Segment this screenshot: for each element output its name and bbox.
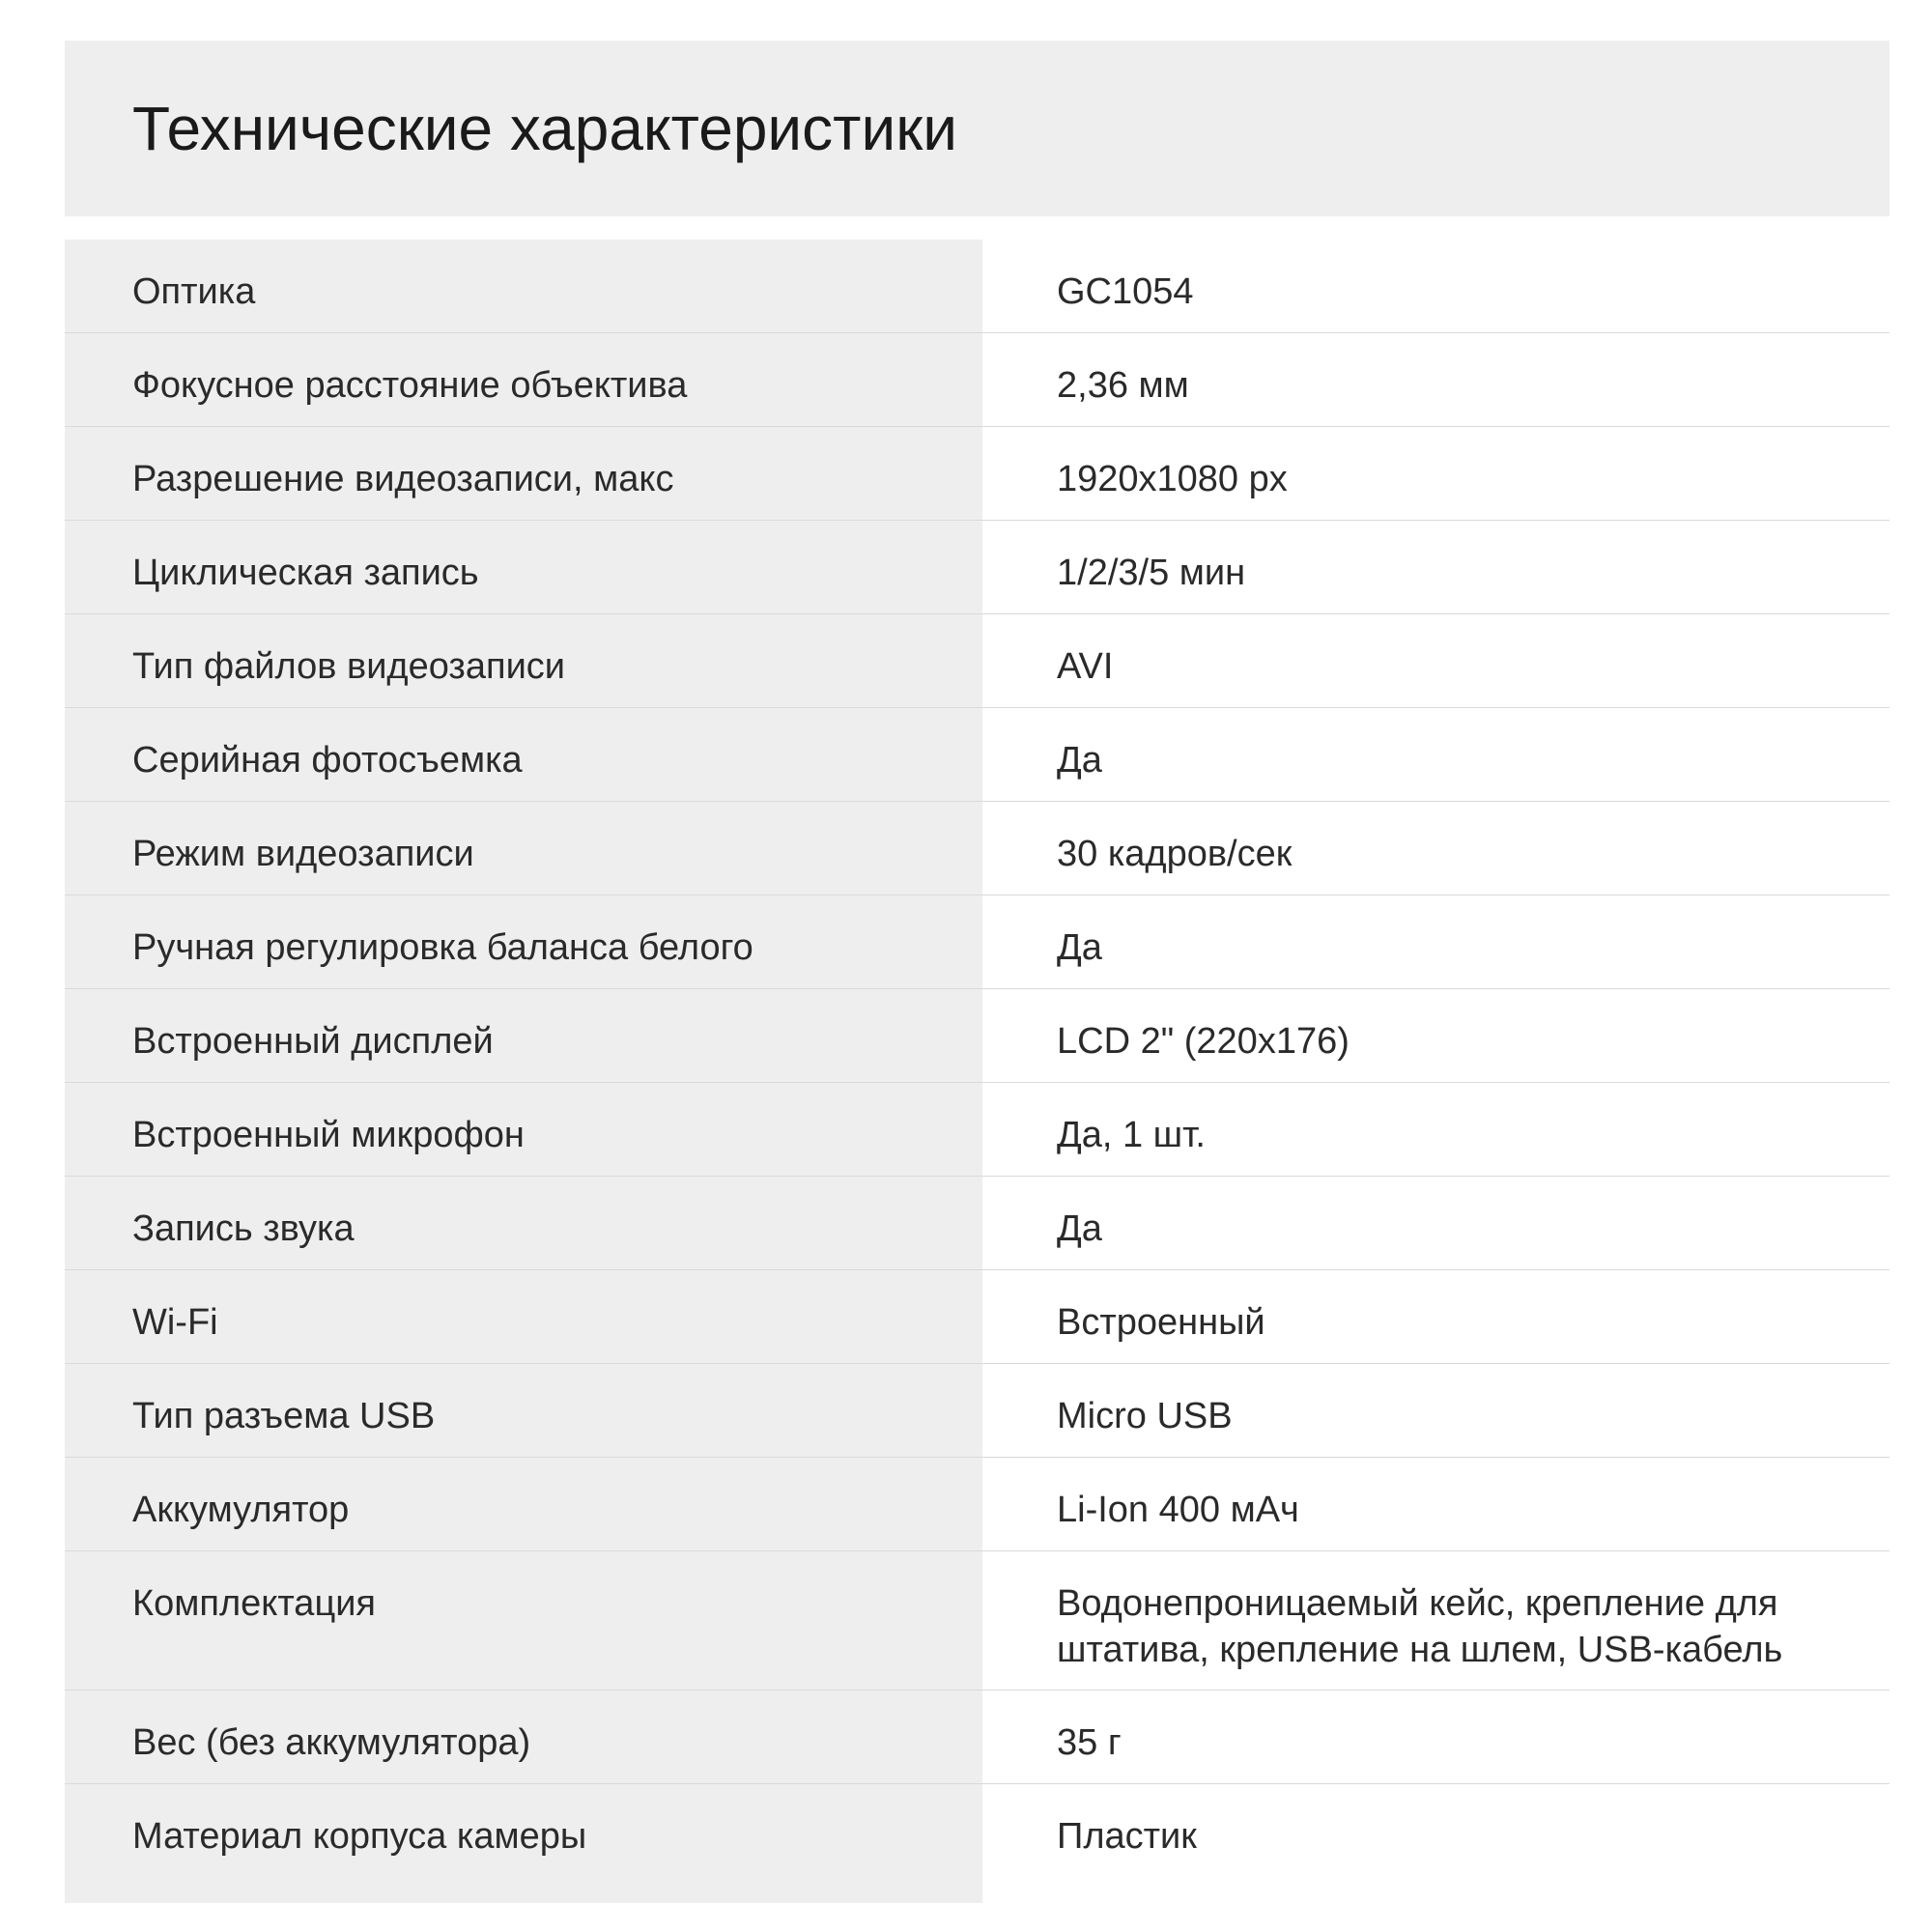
- spec-row: [65, 895, 1889, 989]
- spec-label: Тип файлов видеозаписи: [132, 646, 566, 687]
- spec-row: [65, 708, 1889, 802]
- spec-value: 1920x1080 px: [1057, 459, 1288, 499]
- spec-label: Разрешение видеозаписи, макс: [132, 459, 674, 499]
- spec-value: GC1054: [1057, 271, 1194, 312]
- spec-label: Комплектация: [132, 1583, 377, 1624]
- spec-row: [65, 333, 1889, 427]
- spec-row: [65, 614, 1889, 708]
- spec-label: Фокусное расстояние объектива: [132, 365, 688, 406]
- spec-label: Тип разъема USB: [132, 1396, 436, 1436]
- spec-label: Запись звука: [132, 1208, 355, 1249]
- spec-rows: [65, 240, 1889, 1894]
- spec-label: Ручная регулировка баланса белого: [132, 927, 753, 968]
- spec-value: Да: [1057, 927, 1102, 968]
- spec-value: Li-Ion 400 мАч: [1057, 1490, 1299, 1530]
- spec-label: Режим видеозаписи: [132, 834, 474, 874]
- spec-label: Серийная фотосъемка: [132, 740, 523, 781]
- spec-label: Встроенный микрофон: [132, 1115, 525, 1155]
- spec-row: [65, 1458, 1889, 1551]
- spec-value: Встроенный: [1057, 1302, 1265, 1343]
- spec-label: Материал корпуса камеры: [132, 1816, 587, 1857]
- spec-row: [65, 240, 1889, 333]
- spec-row: [65, 1177, 1889, 1270]
- spec-label: Встроенный дисплей: [132, 1021, 494, 1062]
- spec-value: LCD 2" (220x176): [1057, 1021, 1350, 1062]
- spec-value: Да: [1057, 1208, 1102, 1249]
- spec-label: Оптика: [132, 271, 256, 312]
- spec-value: Пластик: [1057, 1816, 1197, 1857]
- spec-value: AVI: [1057, 646, 1114, 687]
- spec-value: Micro USB: [1057, 1396, 1233, 1436]
- spec-label: Аккумулятор: [132, 1490, 350, 1530]
- spec-row: [65, 989, 1889, 1083]
- spec-label: Вес (без аккумулятора): [132, 1722, 531, 1763]
- spec-label: Циклическая запись: [132, 553, 479, 593]
- spec-value: 30 кадров/сек: [1057, 834, 1293, 874]
- spec-row: [65, 427, 1889, 521]
- spec-value: Водонепроницаемый кейс, крепление для штатива, крепление на шлем, USB-кабель: [1057, 1583, 1783, 1670]
- spec-row: [65, 1083, 1889, 1177]
- spec-value: 1/2/3/5 мин: [1057, 553, 1246, 593]
- spec-row: [65, 1270, 1889, 1364]
- spec-value: Да, 1 шт.: [1057, 1115, 1206, 1155]
- spec-table: [65, 240, 1889, 1894]
- spec-value: 35 г: [1057, 1722, 1122, 1763]
- spec-row: [65, 1784, 1889, 1894]
- page-header: [65, 41, 1889, 216]
- spec-row: [65, 802, 1889, 895]
- spec-label: Wi-Fi: [132, 1302, 218, 1343]
- spec-row: [65, 521, 1889, 614]
- spec-row: [65, 1364, 1889, 1458]
- page-title: Технические характеристики: [132, 94, 957, 163]
- spec-value: Да: [1057, 740, 1102, 781]
- spec-value: 2,36 мм: [1057, 365, 1189, 406]
- spec-row: [65, 1551, 1889, 1690]
- spec-row: [65, 1690, 1889, 1784]
